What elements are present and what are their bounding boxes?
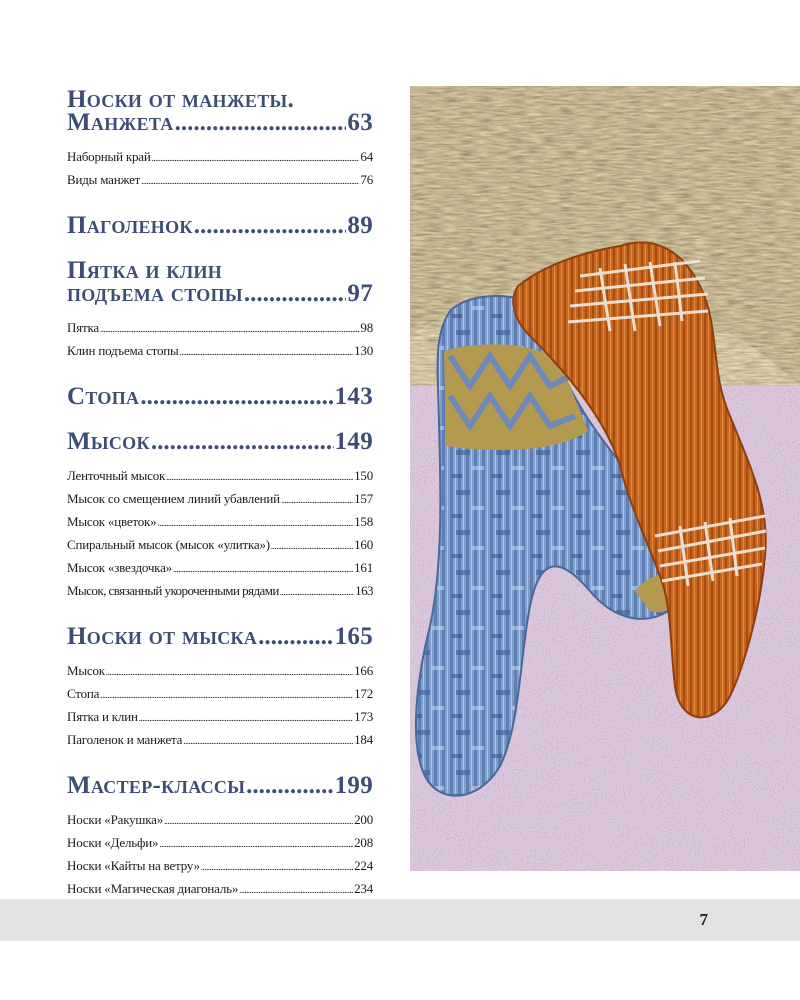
toc-entry-label: Ленточный мысок [67, 468, 166, 483]
toc-entry[interactable] [67, 809, 373, 832]
toc-entry[interactable] [67, 169, 373, 192]
dot-leader [271, 536, 353, 557]
dot-leader [157, 513, 353, 534]
toc-heading[interactable] [67, 88, 373, 134]
toc-section [67, 88, 373, 192]
toc-heading-line [67, 214, 373, 237]
toc-entry-list [67, 317, 373, 363]
toc-section [67, 259, 373, 363]
dot-leader [141, 171, 359, 192]
toc-entry-page: 200 [354, 812, 373, 827]
dot-leader [140, 385, 333, 408]
dot-leader [258, 625, 333, 648]
toc-heading-line [67, 111, 373, 134]
toc-heading-text: Паголенок [67, 212, 193, 239]
toc-heading-text: Мысок [67, 428, 150, 455]
page-footer [0, 899, 800, 941]
toc-entry-list [67, 465, 373, 603]
toc-entry-label: Мысок [67, 663, 105, 678]
toc-entry-label: Пятка и клин [67, 709, 138, 724]
dot-leader [183, 731, 353, 752]
toc-entry[interactable] [67, 832, 373, 855]
toc-heading-line [67, 625, 373, 648]
toc-entry-page: 173 [354, 709, 373, 724]
dot-leader [175, 111, 347, 134]
toc-entry-label: Мысок «цветок» [67, 514, 157, 529]
dot-leader [159, 834, 353, 855]
dot-leader [173, 559, 353, 580]
toc-entry-page: 172 [354, 686, 373, 701]
toc-entry[interactable] [67, 855, 373, 878]
toc-heading-line [67, 282, 373, 305]
toc-entry-label: Носки «Магическая диагональ» [67, 881, 239, 896]
toc-heading-text: Носки от мыска [67, 623, 258, 650]
dot-leader [194, 214, 347, 237]
toc-entry-label: Пятка [67, 320, 99, 335]
dot-leader [281, 490, 353, 511]
toc-entry-page: 184 [354, 732, 373, 747]
toc-heading[interactable] [67, 259, 373, 305]
toc-entry[interactable] [67, 146, 373, 169]
toc-entry-label: Мысок «звездочка» [67, 560, 172, 575]
socks-photo [410, 86, 800, 871]
toc-entry-page: 160 [354, 537, 373, 552]
toc-entry-page: 166 [354, 663, 373, 678]
toc-entry[interactable] [67, 317, 373, 340]
dot-leader [244, 282, 347, 305]
toc-entry[interactable] [67, 534, 373, 557]
toc-entry-page: 157 [354, 491, 373, 506]
toc-heading-text: Манжета [67, 109, 174, 136]
toc-entry-page: 76 [360, 172, 373, 187]
toc-entry-page: 208 [354, 835, 373, 850]
dot-leader [164, 811, 353, 832]
toc-heading-line [67, 88, 373, 111]
toc-entry[interactable] [67, 729, 373, 752]
toc-heading-page: 199 [334, 772, 373, 799]
toc-entry-page: 224 [354, 858, 373, 873]
toc-heading-line [67, 385, 373, 408]
toc-heading-text: подъема стопы [67, 280, 243, 307]
dot-leader [106, 662, 353, 683]
toc-entry-label: Носки «Кайты на ветру» [67, 858, 200, 873]
dot-leader [100, 685, 353, 706]
toc-entry-label: Наборный край [67, 149, 151, 164]
toc-entry-label: Носки «Ракушка» [67, 812, 164, 827]
toc-heading[interactable] [67, 214, 373, 237]
toc-entry-label: Спиральный мысок (мысок «улитка») [67, 537, 270, 552]
toc-heading-line [67, 259, 373, 282]
dot-leader [139, 708, 353, 729]
toc-heading-page: 165 [334, 623, 373, 650]
toc-heading-page: 89 [347, 212, 373, 239]
toc-entry-label: Мысок со смещением линий убавлений [67, 491, 280, 506]
toc-entry[interactable] [67, 878, 373, 901]
page-number: 7 [699, 910, 708, 929]
dot-leader [180, 342, 354, 363]
toc-entry-page: 150 [354, 468, 373, 483]
toc-entry-label: Паголенок и манжета [67, 732, 183, 747]
toc-section [67, 625, 373, 752]
toc-entry-page: 98 [360, 320, 373, 335]
toc-entry-label: Виды манжет [67, 172, 141, 187]
dot-leader [100, 319, 359, 340]
toc-entry-page: 234 [354, 881, 373, 896]
dot-leader [166, 467, 353, 488]
toc-entry-label: Клин подъема стопы [67, 343, 179, 358]
toc-entry[interactable] [67, 580, 373, 603]
toc-heading-text: Пятка и клин [67, 257, 223, 284]
toc-entry[interactable] [67, 660, 373, 683]
toc-entry[interactable] [67, 557, 373, 580]
toc-heading-page: 97 [347, 280, 373, 307]
toc-heading[interactable] [67, 774, 373, 797]
toc-entry-page: 161 [354, 560, 373, 575]
toc-entry[interactable] [67, 683, 373, 706]
toc-section [67, 385, 373, 408]
dot-leader [246, 774, 333, 797]
dot-leader [152, 148, 360, 169]
toc-heading[interactable] [67, 625, 373, 648]
toc-heading-line [67, 430, 373, 453]
toc-heading-text: Носки от манжеты. [67, 86, 295, 113]
toc-heading[interactable] [67, 385, 373, 408]
toc-heading-page: 63 [347, 109, 373, 136]
toc-entry[interactable] [67, 340, 373, 363]
dot-leader [151, 430, 334, 453]
toc-entry-label: Носки «Дельфи» [67, 835, 159, 850]
toc-entry[interactable] [67, 706, 373, 729]
toc-entry-page: 158 [354, 514, 373, 529]
dot-leader [280, 582, 354, 603]
toc-entry[interactable] [67, 488, 373, 511]
toc-entry[interactable] [67, 465, 373, 488]
toc-section [67, 430, 373, 603]
dot-leader [239, 880, 353, 901]
toc-heading-text: Мастер-классы [67, 772, 246, 799]
toc-entry-list [67, 660, 373, 752]
toc-heading-page: 149 [334, 428, 373, 455]
toc-entry-list [67, 146, 373, 192]
toc-entry-label: Мысок, связанный укороченными рядами [67, 583, 279, 598]
toc-heading-text: Стопа [67, 383, 140, 410]
table-of-contents [67, 88, 373, 946]
toc-entry-page: 64 [360, 149, 373, 164]
toc-entry-page: 163 [355, 583, 373, 598]
toc-heading-page: 143 [334, 383, 373, 410]
toc-entry-label: Стопа [67, 686, 100, 701]
toc-entry-page: 130 [354, 343, 373, 358]
toc-section [67, 214, 373, 237]
dot-leader [201, 857, 353, 878]
toc-heading[interactable] [67, 430, 373, 453]
toc-entry[interactable] [67, 511, 373, 534]
toc-heading-line [67, 774, 373, 797]
